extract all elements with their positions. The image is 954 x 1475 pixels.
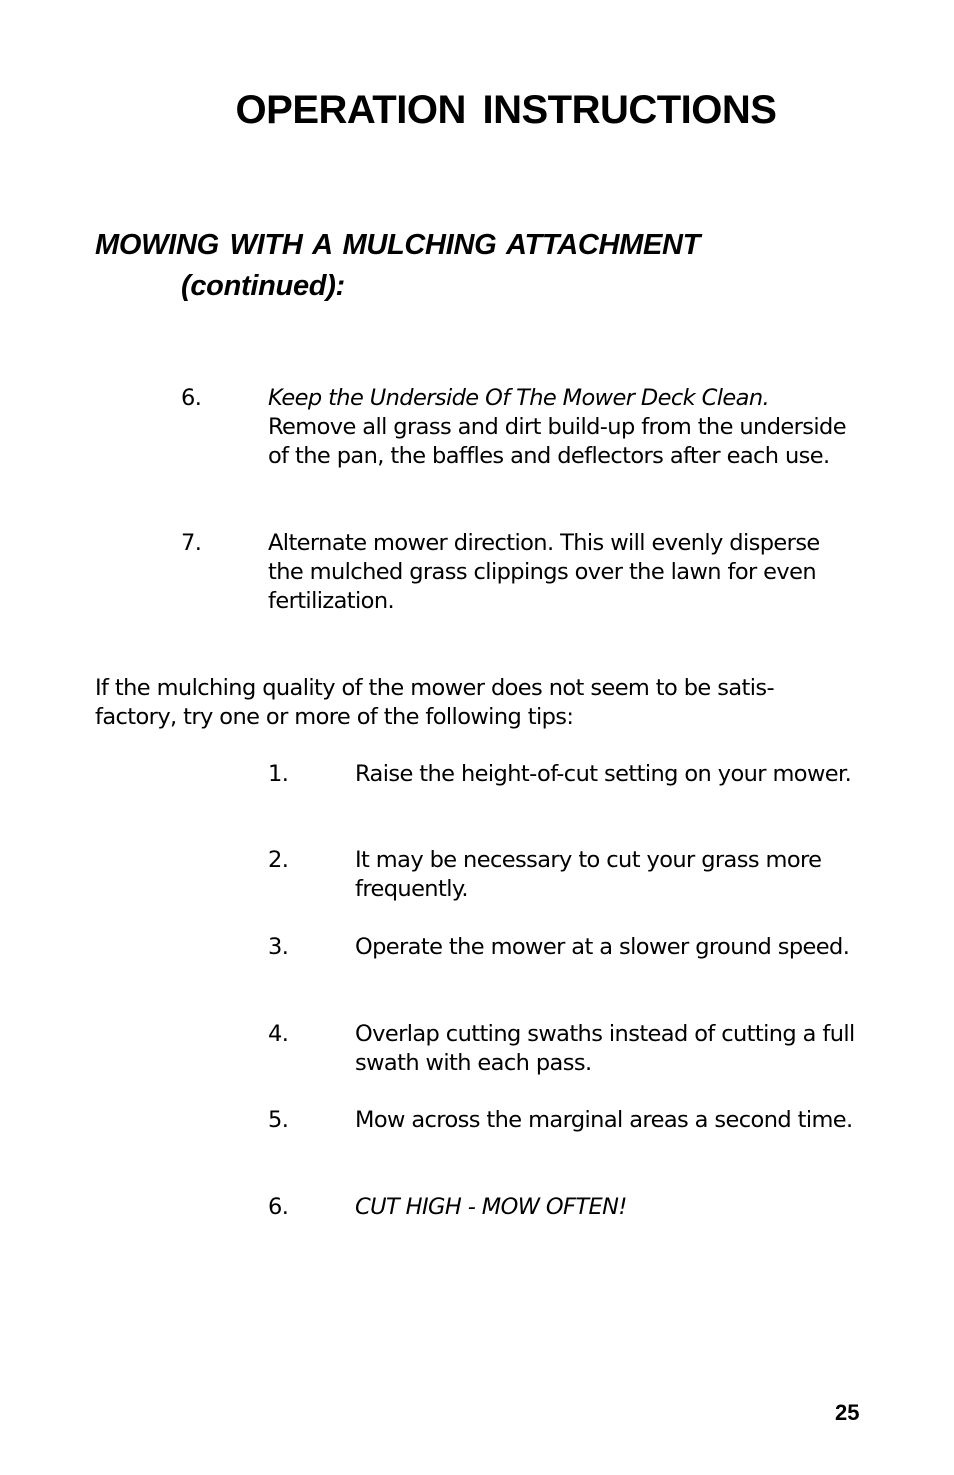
step-text: Alternate mower direction. This will evenly disperse the mulched grass clippings over the lawn for even fertilization. (268, 530, 820, 614)
section-heading-line2: (continued): (181, 270, 345, 302)
step-italic-lead: Keep the Underside Of The Mower Deck Clean. (268, 385, 770, 411)
tip-number: 3. (268, 934, 289, 960)
tips-intro-paragraph: If the mulching quality of the mower does not seem to be satis-factory, try one or more of the following tips: (95, 675, 775, 730)
step-text (268, 384, 848, 471)
tip-number: 6. (268, 1194, 289, 1220)
tip-text: Overlap cutting swaths instead of cutting a full swath with each pass. (355, 1021, 855, 1076)
tip-number: 2. (268, 847, 289, 873)
tip-text: CUT HIGH - MOW OFTEN! (355, 1194, 627, 1220)
step-body: Remove all grass and dirt build-up from the underside of the pan, the baffles and deflectors after each use. (268, 414, 846, 469)
tip-text: Mow across the marginal areas a second time. (355, 1107, 853, 1133)
step-number: 7. (181, 530, 202, 556)
tip-text: Raise the height-of-cut setting on your mower. (355, 761, 852, 787)
tip-number: 5. (268, 1107, 289, 1133)
tip-text: Operate the mower at a slower ground speed. (355, 934, 850, 960)
section-heading-line1: MOWING WITH A MULCHING ATTACHMENT (95, 229, 701, 261)
page-number: 25 (835, 1400, 860, 1425)
section-heading (95, 225, 700, 307)
page-title: OPERATION INSTRUCTIONS (235, 88, 777, 132)
step-number: 6. (181, 385, 202, 411)
tip-number: 4. (268, 1021, 289, 1047)
tip-text: It may be necessary to cut your grass more frequently. (355, 847, 822, 902)
tip-number: 1. (268, 761, 289, 787)
